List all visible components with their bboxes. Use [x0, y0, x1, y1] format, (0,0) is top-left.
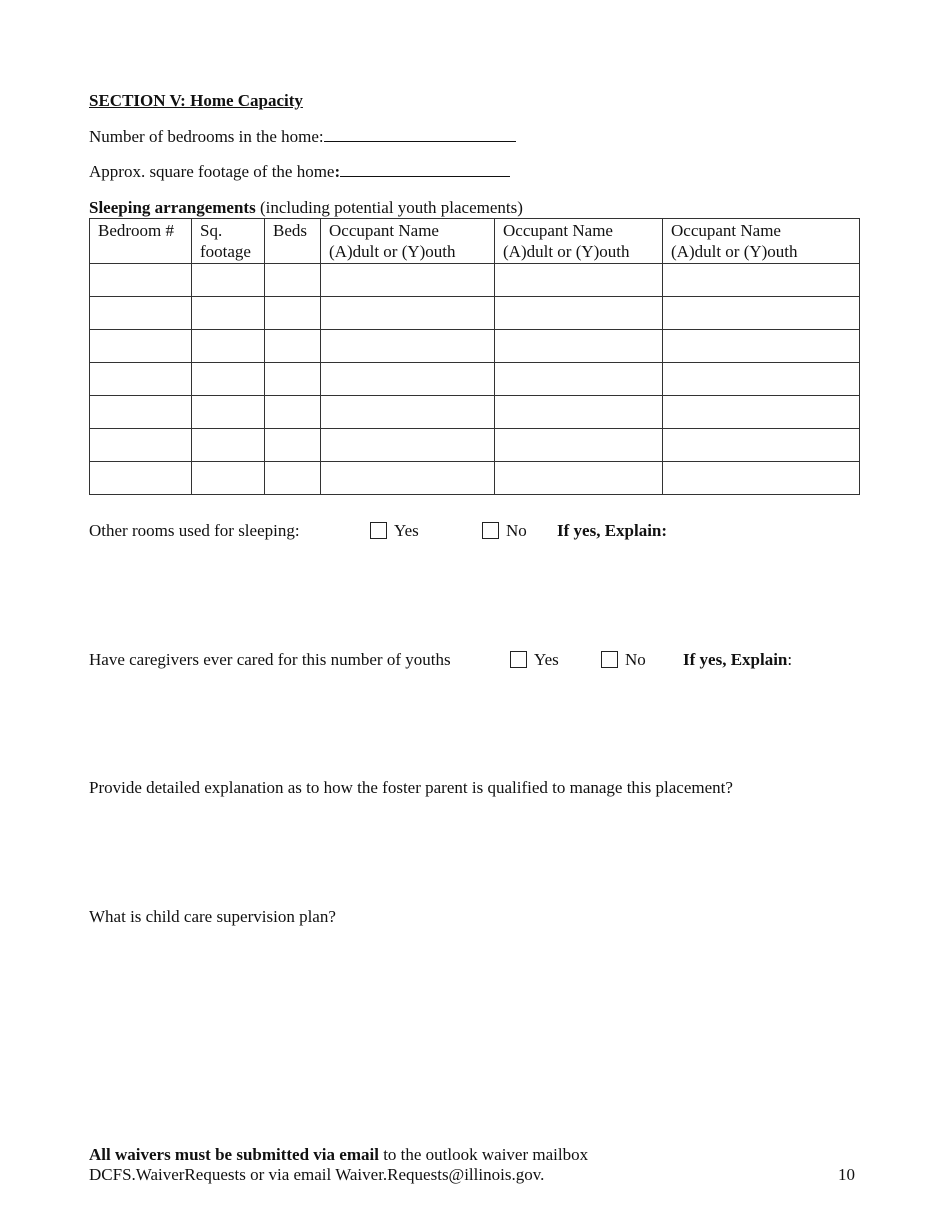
table-cell[interactable] [90, 462, 192, 495]
table-cell[interactable] [663, 462, 860, 495]
supervision-question: What is child care supervision plan? [89, 907, 336, 926]
other-rooms-yes-option[interactable] [370, 521, 419, 541]
sqft-input-line[interactable] [340, 162, 510, 177]
section-title: SECTION V: Home Capacity [89, 91, 303, 110]
table-row [90, 429, 860, 462]
table-cell[interactable] [495, 297, 663, 330]
sleeping-arrangements-table [89, 218, 860, 495]
sqft-label: Approx. square footage of the home [89, 162, 335, 181]
table-cell[interactable] [265, 264, 321, 297]
table-cell[interactable] [321, 462, 495, 495]
other-rooms-explain: If yes, Explain: [557, 521, 668, 540]
table-header-row [90, 219, 860, 264]
table-cell[interactable] [192, 330, 265, 363]
table-cell[interactable] [495, 363, 663, 396]
table-cell[interactable] [321, 363, 495, 396]
qualified-question: Provide detailed explanation as to how the foster parent is qualified to manage this placement? [89, 778, 733, 797]
table-cell[interactable] [495, 396, 663, 429]
header-sq-footage: Sq. footage [192, 219, 265, 264]
footer-line-2: DCFS.WaiverRequests or via email Waiver.Requests@illinois.gov. [89, 1165, 545, 1184]
page-number: 10 [838, 1165, 855, 1184]
table-cell[interactable] [265, 297, 321, 330]
table-cell[interactable] [495, 429, 663, 462]
table-cell[interactable] [663, 297, 860, 330]
table-cell[interactable] [265, 462, 321, 495]
table-cell[interactable] [90, 330, 192, 363]
table-cell[interactable] [192, 462, 265, 495]
other-rooms-no-label: No [506, 521, 527, 540]
table-cell[interactable] [265, 429, 321, 462]
sleeping-heading [89, 198, 523, 218]
caregivers-no-checkbox[interactable] [601, 651, 618, 668]
table-cell[interactable] [265, 330, 321, 363]
table-row [90, 297, 860, 330]
table-row [90, 462, 860, 495]
table-cell[interactable] [663, 363, 860, 396]
footer-bold: All waivers must be submitted via email [89, 1145, 379, 1164]
table-cell[interactable] [90, 429, 192, 462]
table-cell[interactable] [90, 396, 192, 429]
caregivers-no-option[interactable] [601, 650, 646, 670]
sqft-colon: : [334, 162, 341, 181]
header-bedroom-number: Bedroom # [90, 219, 192, 264]
bedrooms-field [89, 127, 516, 147]
caregivers-explain: If yes, Explain: [683, 650, 793, 669]
table-cell[interactable] [321, 396, 495, 429]
caregivers-yes-option[interactable] [510, 650, 559, 670]
table-cell[interactable] [192, 396, 265, 429]
header-occupant-2: Occupant Name (A)dult or (Y)outh [495, 219, 663, 264]
table-row [90, 330, 860, 363]
sqft-field [89, 162, 510, 182]
header-beds: Beds [265, 219, 321, 264]
table-cell[interactable] [321, 264, 495, 297]
table-cell[interactable] [192, 429, 265, 462]
bedrooms-input-line[interactable] [324, 127, 516, 142]
table-cell[interactable] [495, 264, 663, 297]
table-cell[interactable] [90, 297, 192, 330]
table-cell[interactable] [663, 264, 860, 297]
bedrooms-label: Number of bedrooms in the home: [89, 127, 324, 146]
table-cell[interactable] [321, 429, 495, 462]
table-cell[interactable] [265, 363, 321, 396]
table-cell[interactable] [192, 264, 265, 297]
table-cell[interactable] [265, 396, 321, 429]
table-cell[interactable] [321, 297, 495, 330]
table-cell[interactable] [663, 330, 860, 363]
caregivers-yes-label: Yes [534, 650, 559, 669]
other-rooms-no-option[interactable] [482, 521, 527, 541]
caregivers-no-label: No [625, 650, 646, 669]
table-row [90, 363, 860, 396]
other-rooms-no-checkbox[interactable] [482, 522, 499, 539]
sleeping-heading-rest: (including potential youth placements) [255, 198, 523, 217]
header-occupant-3: Occupant Name (A)dult or (Y)outh [663, 219, 860, 264]
table-row [90, 264, 860, 297]
table-cell[interactable] [321, 330, 495, 363]
header-occupant-1: Occupant Name (A)dult or (Y)outh [321, 219, 495, 264]
footer-line-1 [89, 1145, 588, 1165]
table-cell[interactable] [90, 363, 192, 396]
table-cell[interactable] [90, 264, 192, 297]
other-rooms-yes-label: Yes [394, 521, 419, 540]
table-cell[interactable] [663, 396, 860, 429]
other-rooms-yes-checkbox[interactable] [370, 522, 387, 539]
table-cell[interactable] [192, 363, 265, 396]
other-rooms-label: Other rooms used for sleeping: [89, 521, 300, 540]
footer-rest: to the outlook waiver mailbox [378, 1145, 589, 1164]
table-cell[interactable] [495, 330, 663, 363]
table-cell[interactable] [192, 297, 265, 330]
sleeping-heading-bold: Sleeping arrangements [89, 198, 256, 217]
caregivers-label: Have caregivers ever cared for this number of youths [89, 650, 451, 669]
table-cell[interactable] [663, 429, 860, 462]
caregivers-yes-checkbox[interactable] [510, 651, 527, 668]
table-row [90, 396, 860, 429]
table-cell[interactable] [495, 462, 663, 495]
